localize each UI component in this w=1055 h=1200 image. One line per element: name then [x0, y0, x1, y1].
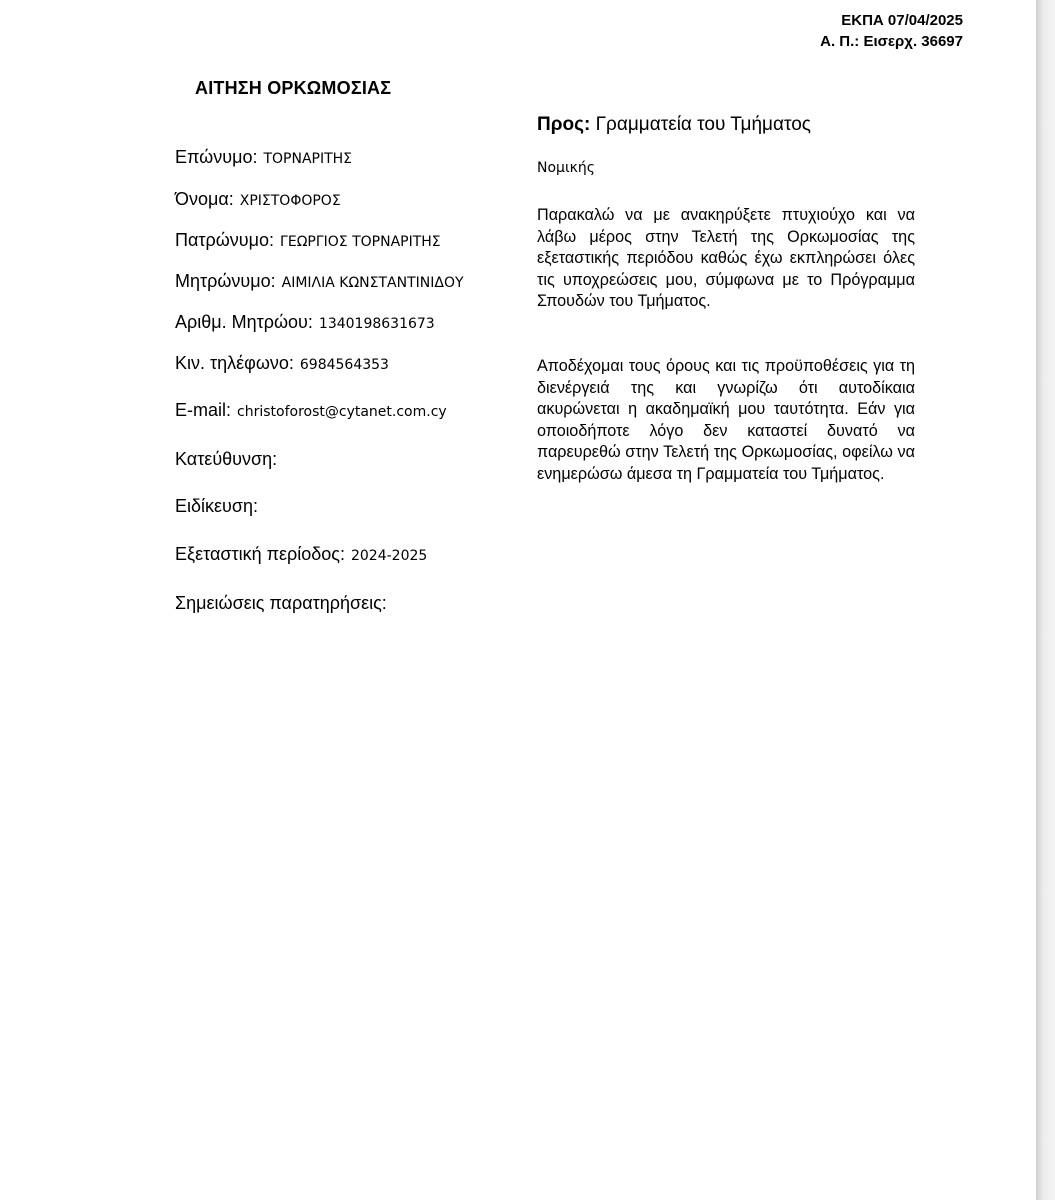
recipient-department: Νομικής [537, 160, 596, 176]
field-registration-number [175, 312, 435, 333]
field-label: Εξεταστική περίοδος: [175, 544, 345, 564]
field-mother-name [175, 271, 464, 292]
recipient-label: Προς: [537, 114, 591, 135]
field-surname [175, 147, 352, 168]
field-label: Μητρώνυμο: [175, 271, 276, 291]
field-value: ΓΕΩΡΓΙΟΣ ΤΟΡΝΑΡΙΤΗΣ [280, 234, 441, 250]
field-specialization [175, 496, 264, 517]
document-title: ΑΙΤΗΣΗ ΟΡΚΩΜΟΣΙΑΣ [195, 78, 392, 98]
field-value: 1340198631673 [318, 316, 435, 332]
page-edge-shadow [1036, 0, 1055, 1200]
field-value: christoforost@cytanet.com.cy [237, 404, 447, 420]
field-direction [175, 449, 283, 470]
field-label: Αριθμ. Μητρώου: [175, 312, 313, 332]
field-value: 2024-2025 [350, 548, 428, 564]
field-label: Κατεύθυνση: [175, 449, 278, 469]
stamp-protocol-number: Α. Π.: Εισερχ. 36697 [820, 33, 963, 50]
field-value: 6984564353 [299, 357, 389, 373]
field-label: Κιν. τηλέφωνο: [175, 353, 294, 373]
field-label: E-mail: [175, 400, 232, 420]
field-email [175, 400, 447, 421]
field-name [175, 189, 341, 210]
field-value: ΑΙΜΙΛΙΑ ΚΩΝΣΤΑΝΤΙΝΙΔΟΥ [281, 275, 464, 291]
field-exam-period [175, 544, 427, 565]
field-value: ΧΡΙΣΤΟΦΟΡΟΣ [239, 193, 341, 209]
field-label: Επώνυμο: [175, 147, 258, 167]
field-father-name [175, 230, 441, 251]
field-label: Όνομα: [175, 189, 234, 209]
field-label: Ειδίκευση: [175, 496, 259, 516]
field-value: ΤΟΡΝΑΡΙΤΗΣ [263, 151, 353, 167]
request-paragraph: Παρακαλώ να με ανακηρύξετε πτυχιούχο και να λάβω μέρος στην Τελετή της Ορκωμοσίας της εξεταστικής περιόδου καθώς έχω εκπληρώσει όλες τις υποχρεώσεις μου, σύμφωνα με το Πρόγραμμα Σπουδών του Τμήματος. [537, 206, 915, 311]
field-mobile-phone [175, 353, 389, 374]
registration-stamp [820, 10, 963, 52]
recipient-line [537, 114, 915, 136]
field-label: Σημειώσεις παρατηρήσεις: [175, 593, 387, 613]
field-label: Πατρώνυμο: [175, 230, 275, 250]
terms-paragraph: Αποδέχομαι τους όρους και τις προϋποθέσεις για τη διενέργειά της και γνωρίζω ότι αυτοδίκαια ακυρώνεται η ακαδημαϊκή μου ταυτότητα. Εάν για οποιοδήποτε λόγο δεν καταστεί δυνατό να παρευρεθώ στην Τελετή της Ορκωμοσίας, οφείλω να ενημερώσω άμεσα τη Γραμματεία του Τμήματος. [537, 357, 915, 483]
recipient-value: Γραμματεία του Τμήματος [595, 114, 811, 135]
field-notes [175, 593, 393, 614]
stamp-date: ΕΚΠΑ 07/04/2025 [841, 12, 963, 29]
